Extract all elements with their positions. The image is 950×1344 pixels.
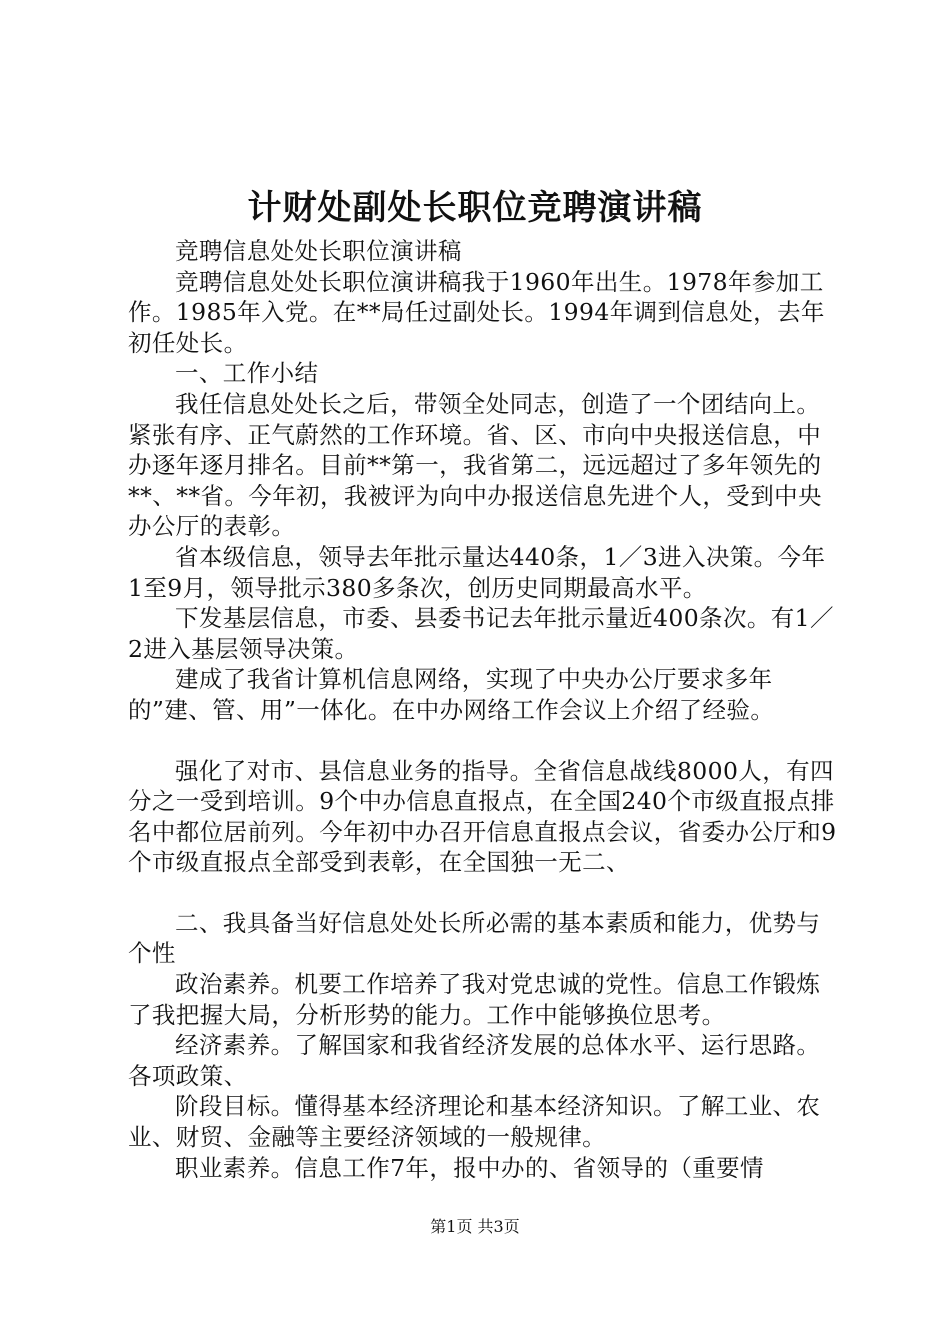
paragraph: 竞聘信息处处长职位演讲稿我于1960年出生。1978年参加工作。1985年入党。在**局任过副处长。1994年调到信息处，去年初任处长。 [128, 267, 825, 357]
paragraph: 政治素养。机要工作培养了我对党忠诚的党性。信息工作锻炼了我把握大局，分析形势的能力。工作中能够换位思考。 [128, 970, 821, 1029]
paragraph: 省本级信息，领导去年批示量达440条，1／3进入决策。今年1至9月，领导批示380多条次，创历史同期最高水平。 [128, 542, 826, 602]
paragraph: 阶段目标。懂得基本经济理论和基本经济知识。了解工业、农业、财贸、金融等主要经济领域的一般规律。 [128, 1092, 821, 1152]
paragraph: 我任信息处处长之后，带领全处同志，创造了一个团结向上。紧张有序、正气蔚然的工作环境。省、区、市向中央报送信息，中办逐年逐月排名。目前**第一，我省第二，远远超过了多年领先的**、**省。今年初，我被评为向中办报送信息先进个人，受到中央办公厅的表彰。 [128, 389, 822, 541]
paragraph: 职业素养。信息工作7年，报中办的、省领导的（重要情 [175, 1153, 764, 1182]
page-title: 计财处副处长职位竞聘演讲稿 [247, 188, 703, 228]
paragraph: 经济素养。了解国家和我省经济发展的总体水平、运行思路。各项政策、 [128, 1031, 821, 1090]
paragraph: 下发基层信息，市委、县委书记去年批示量近400条次。有1／2进入基层领导决策。 [128, 604, 834, 663]
section-heading: 一、工作小结 [175, 359, 319, 388]
paragraph: 建成了我省计算机信息网络，实现了中央办公厅要求多年的”建、管、用”一体化。在中办网络工作会议上介绍了经验。 [128, 665, 775, 724]
paragraph: 竞聘信息处处长职位演讲稿 [175, 237, 462, 265]
document-body [128, 236, 840, 1183]
section-heading: 二、我具备当好信息处处长所必需的基本素质和能力，优势与个性 [128, 908, 821, 968]
page-number-footer: 第1页 共3页 [430, 1217, 520, 1236]
paragraph: 强化了对市、县信息业务的指导。全省信息战线8000人，有四分之一受到培训。9个中办信息直报点，在全国240个市级直报点排名中都位居前列。今年初中办召开信息直报点会议，省委办公厅和9个市级直报点全部受到表彰，在全国独一无二、 [128, 756, 837, 877]
